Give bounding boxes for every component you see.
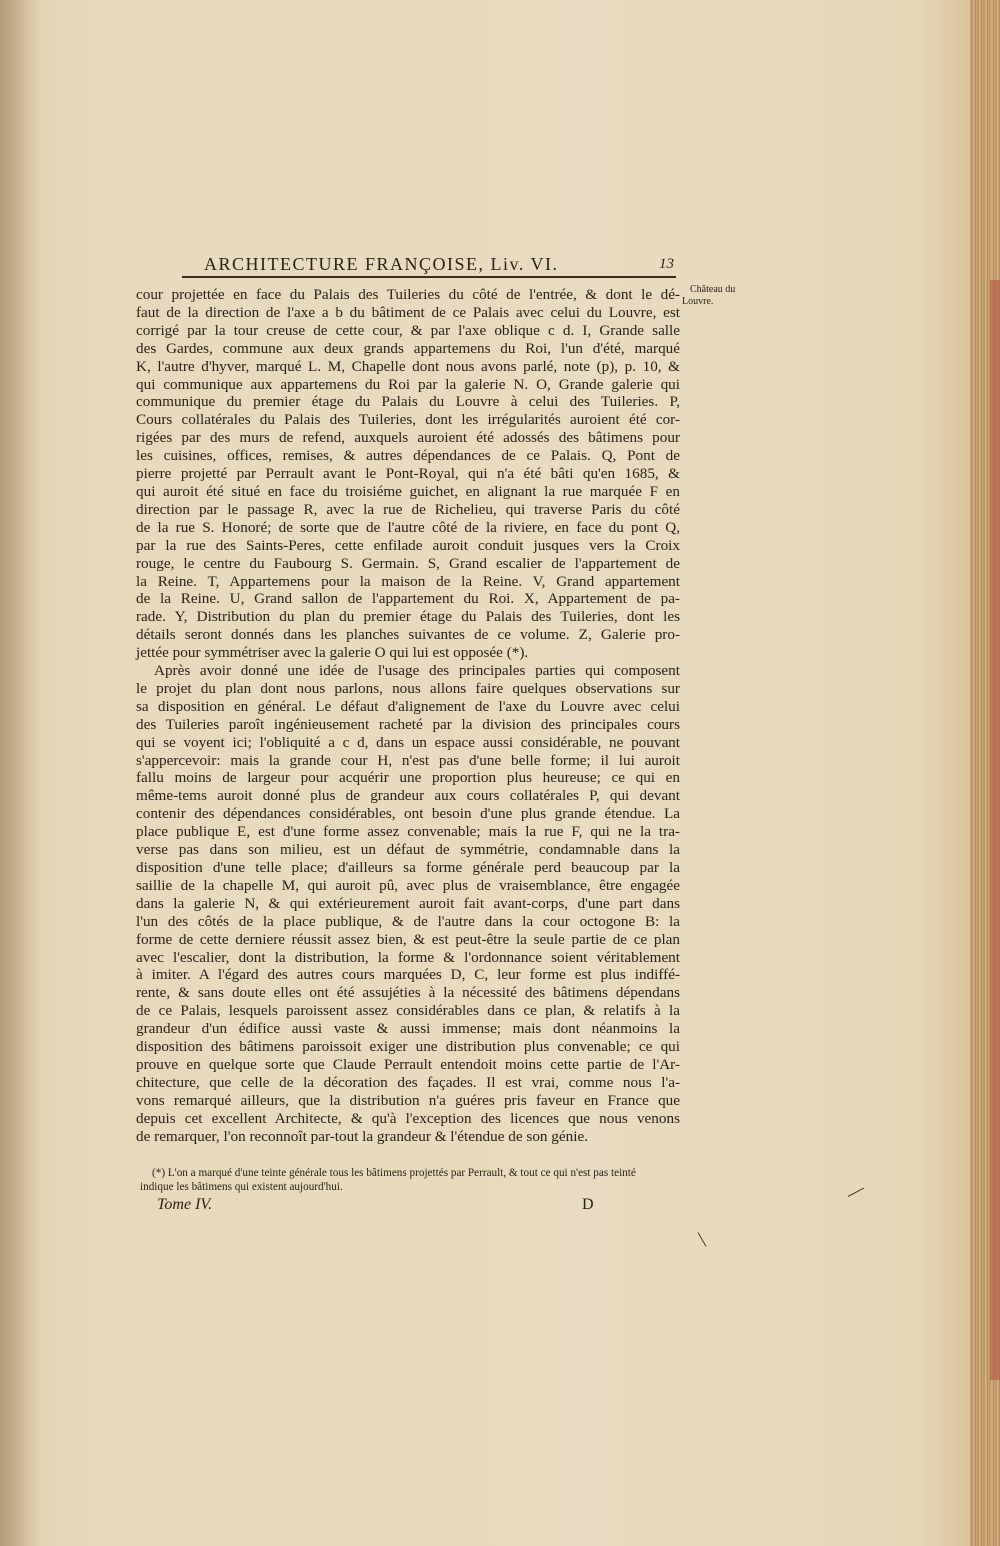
text-line: corrigé par la tour creuse de cette cour, & par l'axe oblique c d. I, Grande salle: [136, 321, 680, 339]
text-line: des Tuileries paroît ingénieusement racheté par la division des principales cours: [136, 715, 680, 733]
text-line: par la rue des Saints-Peres, cette enfilade auroit conduit jusques vers la Croix: [136, 536, 680, 554]
text-line: même-tems auroit donné plus de grandeur aux cours collatérales P, qui devant: [136, 787, 680, 805]
running-header: [204, 254, 674, 276]
text-line: rente, & sans doute elles ont été assujéties à la nécessité des bâtimens dépendans: [136, 984, 680, 1002]
text-line: Cours collatérales du Palais des Tuileries, dont les irrégularités auroient été cor-: [136, 411, 680, 429]
text-line: prouve en quelque sorte que Claude Perrault entendoit moins cette partie de l'Ar-: [136, 1055, 680, 1073]
text-line: de la rue S. Honoré; de sorte que de l'autre côté de la riviere, en face du pont Q,: [136, 518, 680, 536]
text-line: à imiter. A l'égard des autres cours marquées D, C, leur forme est plus indiffé-: [136, 966, 680, 984]
text-line: la Reine. T, Appartemens pour la maison de la Reine. V, Grand appartement: [136, 572, 680, 590]
header-rule: [182, 276, 676, 278]
text-line: rouge, le centre du Faubourg S. Germain. S, Grand escalier de l'appartement de: [136, 554, 680, 572]
text-line: les cuisines, offices, remises, & autres dépendances de ce Palais. Q, Pont de: [136, 447, 680, 465]
text-line: sa disposition en général. Le défaut d'alignement de l'axe du Louvre avec celui: [136, 697, 680, 715]
text-line: disposition des bâtimens paroissoit exiger une distribution plus convenable; ce qui: [136, 1038, 680, 1056]
margin-note-line: Louvre.: [682, 296, 714, 307]
text-line: avec l'escalier, dont la distribution, la forme & l'ordonnance soient véritablement: [136, 948, 680, 966]
red-page-edge: [990, 280, 1000, 1380]
text-line: qui auroit été situé en face du troisiéme guichet, en alignant la rue marquée F en: [136, 482, 680, 500]
text-line: K, l'autre d'hyver, marqué L. M, Chapelle dont nous avons parlé, note (p), p. 10, &: [136, 357, 680, 375]
signature-mark: D: [582, 1196, 594, 1213]
text-line: grandeur d'un édifice aussi vaste & aussi immense; mais dont néanmoins la: [136, 1020, 680, 1038]
text-line: qui communique aux appartemens du Roi par la galerie N. O, Grande galerie qui: [136, 375, 680, 393]
text-line: Après avoir donné une idée de l'usage des principales parties qui composent: [154, 662, 680, 680]
pencil-mark: [848, 1188, 864, 1197]
text-line: vons remarqué ailleurs, que la distribution n'a guéres pris faveur en France que: [136, 1091, 680, 1109]
text-line: rade. Y, Distribution du plan du premier étage du Palais des Tuileries, dont les: [136, 608, 680, 626]
volume-label: Tome IV.: [157, 1196, 213, 1213]
text-line: saillie de la chapelle M, qui auroit pû, avec plus de vraisemblance, être engagée: [136, 876, 680, 894]
text-line: contenir des dépendances considérables, ont besoin d'une plus grande étendue. La: [136, 805, 680, 823]
text-line: de la Reine. U, Grand sallon de l'appartement du Roi. X, Appartement de pa-: [136, 590, 680, 608]
text-line: fallu moins de largeur pour acquérir une proportion plus heureuse; ce qui en: [136, 769, 680, 787]
text-line: qui se voyent ici; l'obliquité a c d, dans un espace aussi considérable, ne pouvant: [136, 733, 680, 751]
footnote: [140, 1167, 680, 1194]
text-line: des Gardes, commune aux deux grands appartemens du Roi, l'un d'été, marqué: [136, 339, 680, 357]
text-line: de remarquer, l'on reconnoît par-tout la grandeur & l'étendue de son génie.: [136, 1127, 588, 1145]
text-line: détails seront donnés dans les planches suivantes de ce volume. Z, Galerie pro-: [136, 626, 680, 644]
text-line: disposition d'une telle place; d'ailleurs sa forme générale perd beaucoup par la: [136, 859, 680, 876]
margin-note-line: Château du: [690, 284, 736, 295]
text-line: verse pas dans son milieu, est un défaut de symmétrie, condamnable dans la: [136, 841, 680, 859]
body-text: [136, 286, 680, 1146]
text-line: dans la galerie N, & qui extérieurement auroit fait avant-corps, d'une part dans: [136, 894, 680, 912]
text-line: forme de cette derniere réussit assez bien, & est peut-être la seule partie de ce plan: [136, 930, 680, 948]
text-line: communique du premier étage du Palais du Louvre à celui des Tuileries. P,: [136, 393, 680, 411]
footnote-line: (*) L'on a marqué d'une teinte générale tous les bâtimens projettés par Perrault, & tout ce qui n'est pas teinté: [152, 1167, 636, 1179]
text-line: direction par le passage R, avec la rue de Richelieu, qui traverse Paris du côté: [136, 500, 680, 518]
text-line: de ce Palais, lesquels paroissent assez considérables dans ce plan, & relatifs à la: [136, 1002, 680, 1020]
text-line: jettée pour symmétriser avec la galerie O qui lui est opposée (*).: [136, 644, 529, 662]
page-number: 13: [659, 256, 674, 272]
text-line: faut de la direction de l'axe a b du bâtiment de ce Palais avec celui du Louvre, est: [136, 303, 680, 321]
text-line: cour projettée en face du Palais des Tuileries du côté de l'entrée, & dont le dé-: [136, 286, 680, 303]
pencil-mark: [698, 1232, 707, 1246]
text-line: depuis cet excellent Architecte, & qu'à l'exception des licences que nous venons: [136, 1109, 680, 1127]
text-line: le projet du plan dont nous parlons, nous allons faire quelques observations sur: [136, 679, 680, 697]
footnote-line: indique les bâtimens qui existent aujourd'hui.: [140, 1180, 343, 1193]
margin-note: [682, 284, 752, 308]
text-line: place publique E, est d'une forme assez convenable; mais la rue F, qui ne la tra-: [136, 823, 680, 841]
text-line: rigées par des murs de refend, auxquels auroient été adossés des bâtimens pour: [136, 429, 680, 447]
text-line: s'appercevoir: mais la grande cour H, n'est pas d'une belle forme; il lui auroit: [136, 751, 680, 769]
spine-shadow: [0, 0, 40, 1546]
text-line: pierre projetté par Perrault avant le Pont-Royal, qui n'a été bâti qu'en 1685, &: [136, 465, 680, 483]
text-line: chitecture, que celle de la décoration des façades. Il est vrai, comme nous l'a-: [136, 1073, 680, 1091]
header-title: ARCHITECTURE FRANÇOISE, Liv. VI.: [204, 254, 559, 274]
text-line: l'un des côtés de la place publique, & de l'autre dans la cour octogone B: la: [136, 912, 680, 930]
